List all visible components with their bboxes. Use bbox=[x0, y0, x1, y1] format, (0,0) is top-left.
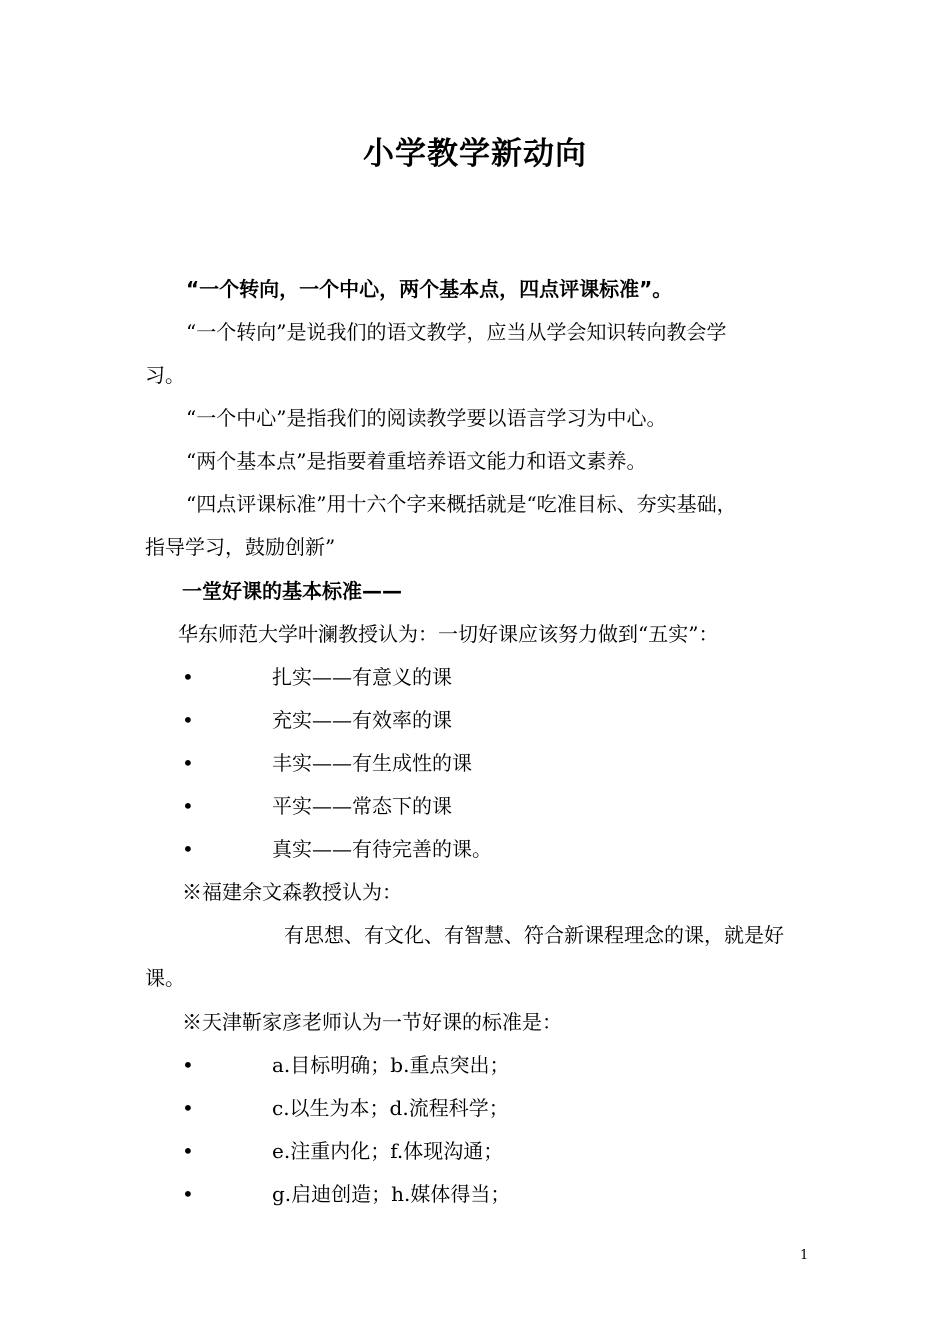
bullet-dot: • bbox=[182, 1096, 194, 1120]
list-item: g.启迪创造；h.媒体得当； bbox=[272, 1182, 511, 1206]
paragraph-basic-points: “两个基本点”是指要着重培养语文能力和语文素养。 bbox=[186, 449, 647, 473]
list-item: 真实——有待完善的课。 bbox=[272, 837, 492, 861]
page-title: 小学教学新动向 bbox=[363, 136, 587, 172]
bullet-dot: • bbox=[182, 708, 194, 732]
bullet-dot: • bbox=[182, 1053, 194, 1077]
paragraph-turn-line2: 习。 bbox=[145, 363, 185, 387]
bullet-dot: • bbox=[182, 751, 194, 775]
heading-one-turn: “一个转向，一个中心，两个基本点，四点评课标准”。 bbox=[186, 277, 673, 301]
list-item: 充实——有效率的课 bbox=[272, 708, 452, 732]
list-item: 平实——常态下的课 bbox=[272, 794, 452, 818]
bullet-dot: • bbox=[182, 837, 194, 861]
bullet-dot: • bbox=[182, 665, 194, 689]
paragraph-good-lesson-line1: 有思想、有文化、有智慧、符合新课程理念的课，就是好 bbox=[284, 923, 784, 947]
bullet-dot: • bbox=[182, 1139, 194, 1163]
paragraph-turn-line1: “一个转向”是说我们的语文教学，应当从学会知识转向教会学 bbox=[186, 320, 727, 344]
paragraph-standards-line2: 指导学习，鼓励创新” bbox=[145, 535, 336, 559]
list-item: 丰实——有生成性的课 bbox=[272, 751, 472, 775]
list-item: c.以生为本；d.流程科学； bbox=[272, 1096, 509, 1120]
paragraph-yu-wensen: ※福建余文森教授认为： bbox=[182, 880, 402, 904]
paragraph-standards-line1: “四点评课标准”用十六个字来概括就是“吃准目标、夯实基础， bbox=[186, 492, 737, 516]
paragraph-jin-jiayan: ※天津靳家彦老师认为一节好课的标准是： bbox=[182, 1010, 562, 1034]
paragraph-good-lesson-line2: 课。 bbox=[145, 966, 185, 990]
list-item: 扎实——有意义的课 bbox=[272, 665, 452, 689]
list-item: e.注重内化；f.体现沟通； bbox=[272, 1139, 504, 1163]
list-item: a.目标明确；b.重点突出； bbox=[272, 1053, 510, 1077]
heading-good-lesson: 一堂好课的基本标准—— bbox=[182, 579, 402, 603]
page-number: 1 bbox=[800, 1248, 809, 1263]
paragraph-ye-lan: 华东师范大学叶澜教授认为：一切好课应该努力做到“五实”： bbox=[178, 622, 719, 646]
bullet-dot: • bbox=[182, 1182, 194, 1206]
paragraph-center: “一个中心”是指我们的阅读教学要以语言学习为中心。 bbox=[186, 406, 667, 430]
bullet-dot: • bbox=[182, 794, 194, 818]
